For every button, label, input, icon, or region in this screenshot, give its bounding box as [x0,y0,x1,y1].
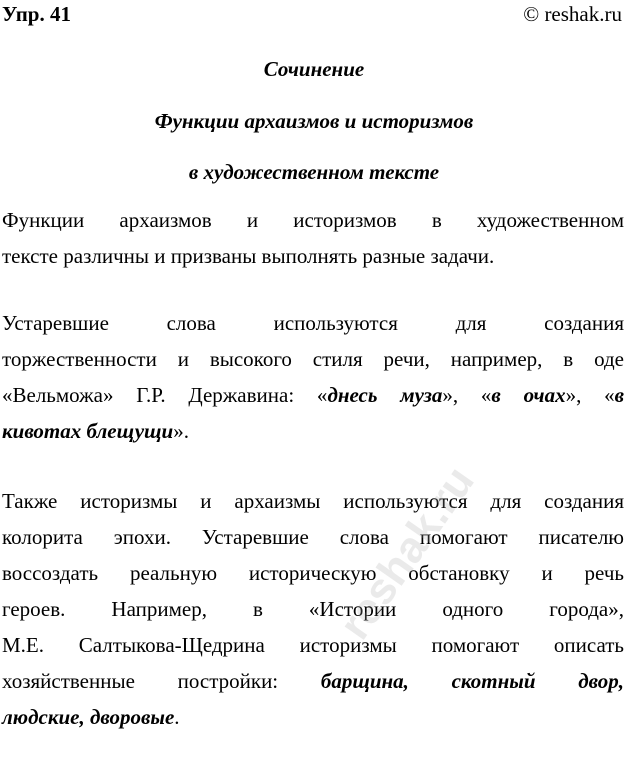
paragraph-1 [2,202,624,274]
quote-archaism: в очах [491,383,566,407]
text-line [2,699,624,735]
essay-heading: Сочинение [263,57,365,81]
text-fragment: », « [442,383,492,407]
text-fragment: », « [565,383,615,407]
quote-archaism: в [614,383,624,407]
quote-archaism: днесь муза [327,383,443,407]
text-fragment: «Вельможа» Г.Р. Державина: « [2,383,328,407]
text-line: воссоздать реальную историческую обстановку и речь [2,561,624,585]
historism-examples: барщина, скотный двор, [320,669,624,693]
source-label: © reshak.ru [523,2,622,26]
text-line: тексте различны и призваны выполнять разные задачи. [2,244,495,268]
essay-title-line-2: в художественном тексте [188,160,440,184]
text-fragment: хозяйственные постройки: [2,669,321,693]
text-line: М.Е. Салтыкова-Щедрина историзмы помогают описать [2,633,624,657]
text-line [2,413,624,449]
text-line: героев. Например, в «Истории одного города», [2,597,624,621]
paragraph-3 [2,483,624,735]
text-line: торжественности и высокого стиля речи, например, в оде [2,347,624,371]
text-line [2,377,624,413]
watermark: reshak.ru [330,457,484,649]
historism-examples: людские, дворовые [2,705,175,729]
essay-title-line-1: Функции архаизмов и историзмов [154,109,474,133]
quote-archaism: кивотах блещущи [2,419,174,443]
text-fragment: . [174,705,180,729]
paragraph-2 [2,305,624,449]
exercise-number: Упр. 41 [2,2,71,26]
text-line: Также историзмы и архаизмы используются для создания [2,489,624,513]
text-fragment: ». [173,419,189,443]
text-line [2,663,624,699]
text-line: Устаревшие слова используются для создания [2,311,624,335]
text-line: колорита эпохи. Устаревшие слова помогают писателю [2,525,624,549]
text-line: Функции архаизмов и историзмов в художественном [2,208,624,232]
